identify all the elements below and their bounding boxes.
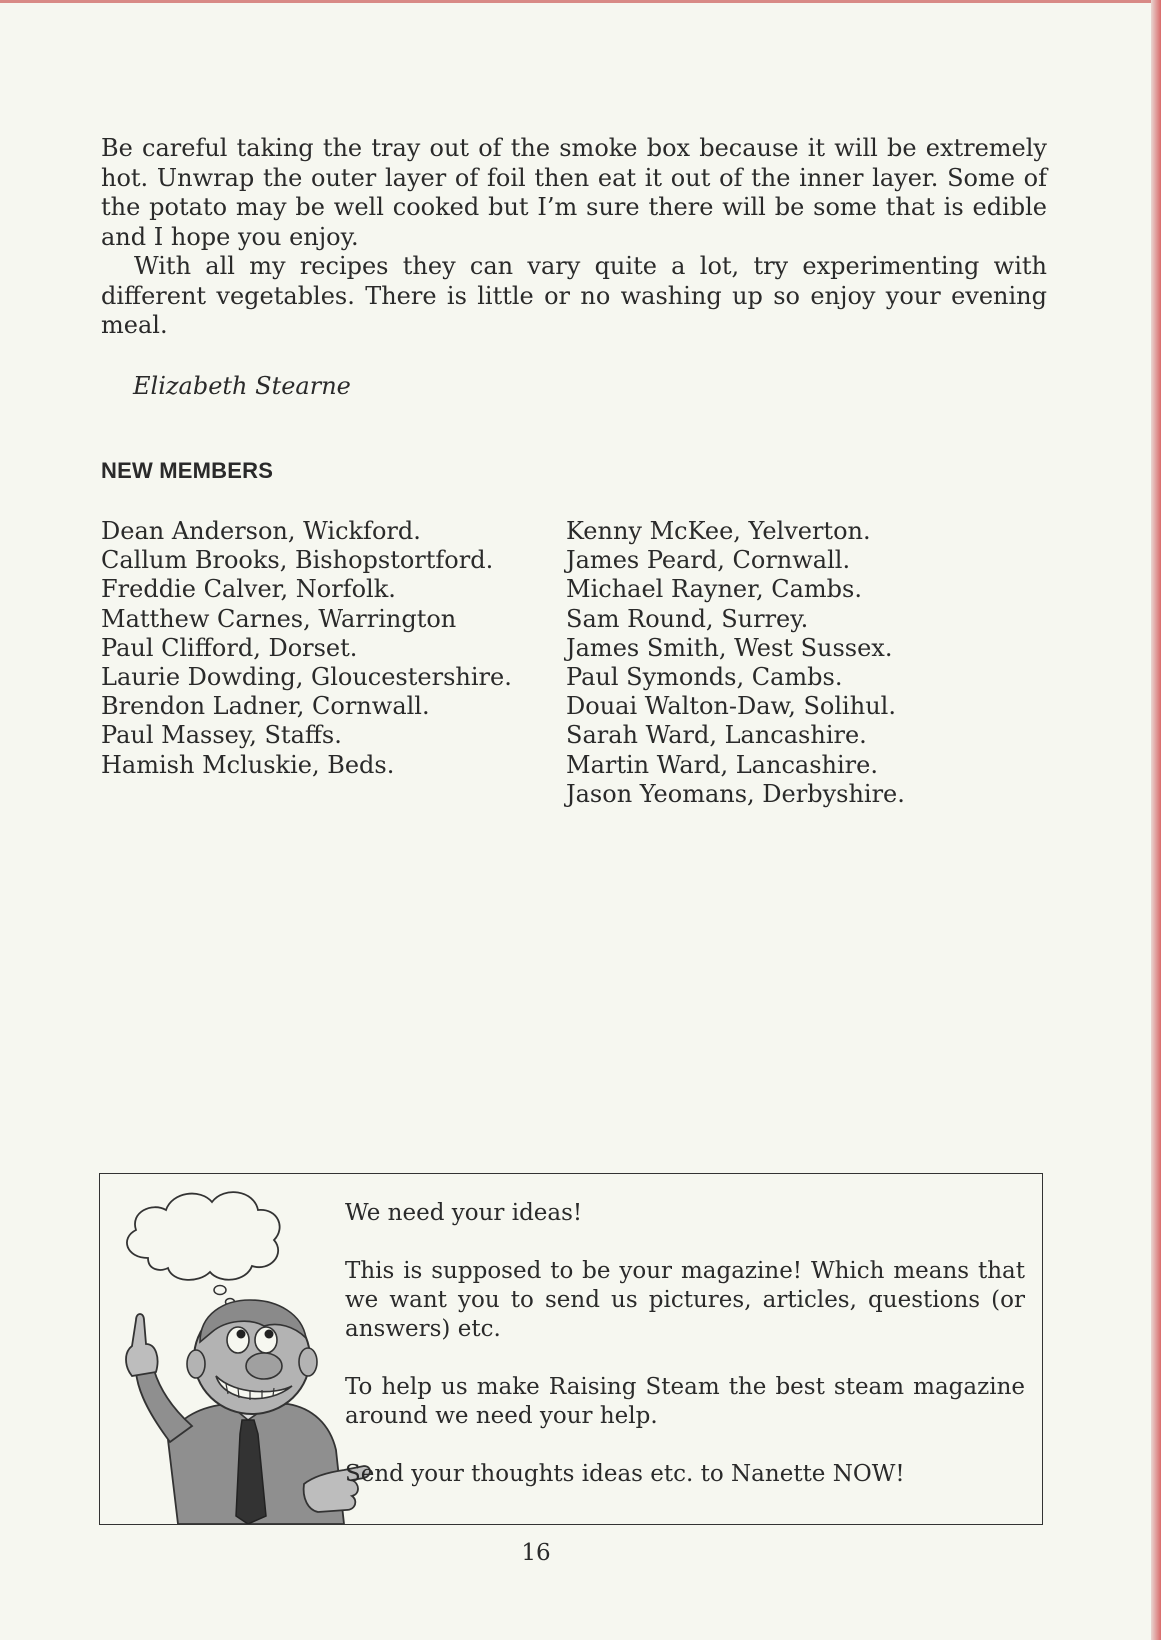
member-item: Sam Round, Surrey. <box>566 604 809 633</box>
intro-text <box>101 134 1047 341</box>
notice-line-4: Send your thoughts ideas etc. to Nanette NOW! <box>345 1461 905 1487</box>
member-item: Laurie Dowding, Gloucestershire. <box>101 663 512 692</box>
notice-line-2: This is supposed to be your magazine! Which means that we want you to send us pictures, articles, questions (or answers) etc. <box>345 1258 1025 1342</box>
notice-text <box>345 1199 1025 1518</box>
member-item: Douai Walton-Daw, Solihul. <box>566 692 896 721</box>
page-edge <box>1151 0 1161 1640</box>
member-item: James Smith, West Sussex. <box>566 633 893 662</box>
intro-paragraph-2: With all my recipes they can vary quite a lot, try experimenting with different vegetables. There is little or no washing up so enjoy your evening meal. <box>101 252 1047 339</box>
page-number: 16 <box>521 1540 551 1566</box>
member-item: Martin Ward, Lancashire. <box>566 750 878 779</box>
member-item: Paul Clifford, Dorset. <box>101 633 358 662</box>
notice-line-3: To help us make Raising Steam the best steam magazine around we need your help. <box>345 1374 1025 1429</box>
member-item: Jason Yeomans, Derbyshire. <box>566 779 905 808</box>
members-list-left <box>101 517 512 780</box>
member-item: James Peard, Cornwall. <box>566 546 851 575</box>
member-item: Kenny McKee, Yelverton. <box>566 517 871 545</box>
ideas-notice-box <box>99 1173 1043 1525</box>
intro-paragraph-1: Be careful taking the tray out of the smoke box because it will be extremely hot. Unwrap the outer layer of foil then eat it out of the inner layer. Some of the potato may be well cooked but I’m sure there will be some that is edible and I hope you enjoy. <box>101 134 1047 251</box>
page-top-edge <box>0 0 1161 3</box>
member-item: Dean Anderson, Wickford. <box>101 517 421 545</box>
member-item: Brendon Ladner, Cornwall. <box>101 692 430 721</box>
members-list-right <box>566 517 905 809</box>
member-item: Hamish Mcluskie, Beds. <box>101 750 395 779</box>
member-item: Sarah Ward, Lancashire. <box>566 721 867 750</box>
member-item: Callum Brooks, Bishopstortford. <box>101 546 494 575</box>
member-item: Michael Rayner, Cambs. <box>566 575 862 604</box>
member-item: Paul Symonds, Cambs. <box>566 663 843 692</box>
member-item: Paul Massey, Staffs. <box>101 721 342 750</box>
notice-line-1: We need your ideas! <box>345 1200 583 1226</box>
member-item: Freddie Calver, Norfolk. <box>101 575 396 604</box>
author-signature: Elizabeth Stearne <box>133 372 351 400</box>
member-item: Matthew Carnes, Warrington <box>101 604 457 633</box>
section-heading-new-members: NEW MEMBERS <box>101 458 274 483</box>
